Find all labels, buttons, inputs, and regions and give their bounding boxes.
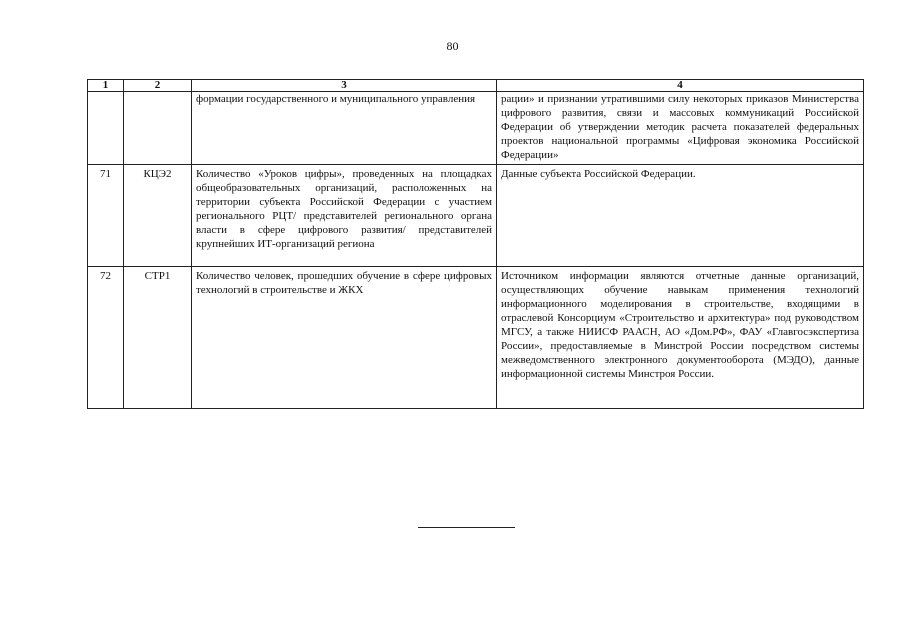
- footer-separator-line: [418, 527, 515, 528]
- column-header-1: 1: [88, 80, 124, 92]
- page-number: 80: [446, 39, 459, 53]
- data-source-cell: рации» и признании утратившими силу некоторых приказов Министерства цифрового развития, связи и массовых коммуникаций Российской Федерации об утверждении методик расчета показателей федеральных проектов национальной программы «Цифровая экономика Российской Федерации»: [497, 92, 864, 165]
- indicator-name-cell: Количество человек, прошедших обучение в сфере цифровых технологий в строительстве и ЖКХ: [192, 267, 497, 409]
- column-header-3: 3: [192, 80, 497, 92]
- table-row: [88, 165, 864, 267]
- row-number-cell: 72: [88, 267, 124, 409]
- row-code-cell: СТР1: [124, 267, 192, 409]
- row-number-cell: 71: [88, 165, 124, 267]
- indicator-table: [87, 79, 864, 409]
- table-row: [88, 92, 864, 165]
- data-source-cell: Источником информации являются отчетные данные организаций, осуществляющих обучение навыкам применения технологий информационного моделирования в строительстве, входящими в отраслевой Консорциум «Строительство и архитектура» под руководством МГСУ, а также НИИСФ РААСН, АО «Дом.РФ», ФАУ «Главгосэкспертиза России», предоставляемые в Минстрой России посредством системы межведомственного электронного документооборота (МЭДО), данные информационной системы Минстроя России.: [497, 267, 864, 409]
- column-header-2: 2: [124, 80, 192, 92]
- row-number-cell: [88, 92, 124, 165]
- table-header-row: [88, 80, 864, 92]
- column-header-4: 4: [497, 80, 864, 92]
- row-code-cell: КЦЭ2: [124, 165, 192, 267]
- row-code-cell: [124, 92, 192, 165]
- data-source-cell: Данные субъекта Российской Федерации.: [497, 165, 864, 267]
- table-row: [88, 267, 864, 409]
- indicator-name-cell: Количество «Уроков цифры», проведенных на площадках общеобразовательных организаций, расположенных на территории субъекта Российской Федерации с участием регионального РЦТ/ представителей регионального органа власти в сфере цифрового развития/ представителей крупнейших ИТ-организаций региона: [192, 165, 497, 267]
- indicator-name-cell: формации государственного и муниципального управления: [192, 92, 497, 165]
